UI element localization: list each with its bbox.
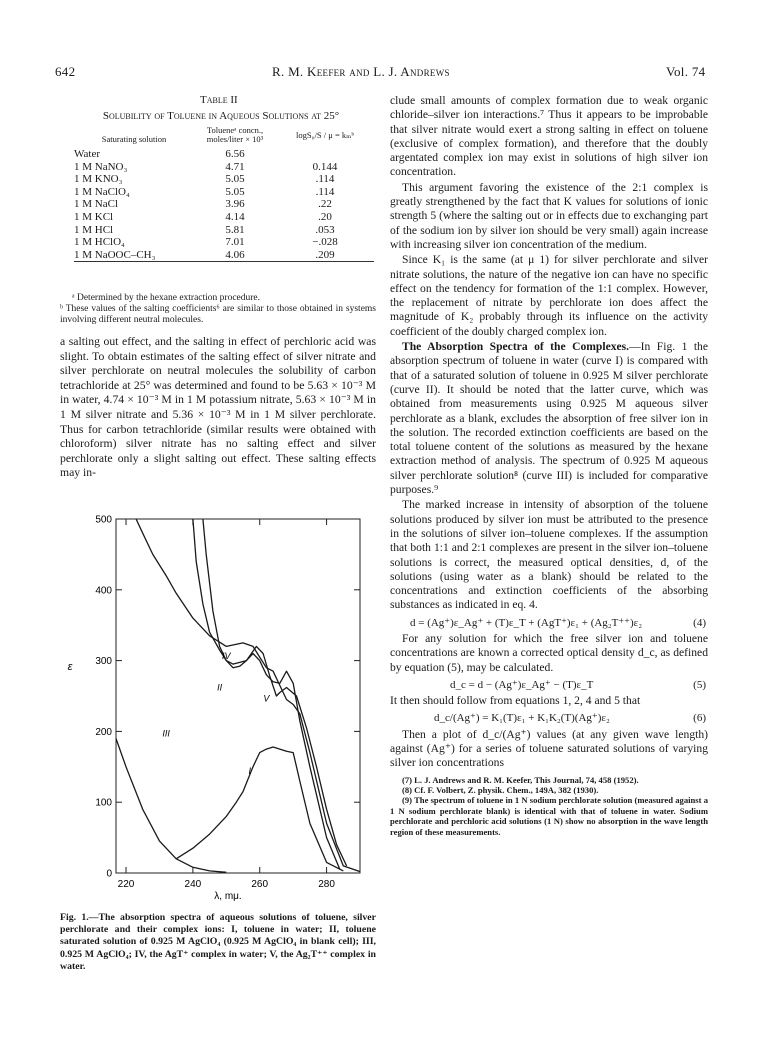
series-line-v [136,519,360,872]
table-row [74,236,374,249]
table-cell: 1 M NaClO₄ [74,185,130,198]
figure-chart [60,500,380,905]
table-cell: 1 M NaCl [74,198,118,211]
equation-5 [390,676,708,694]
y-tick-label: 400 [95,585,112,597]
table-cell: 4.14 [225,210,245,223]
table-cell: Water [74,148,100,160]
table-row [74,161,374,174]
table-cell: −.028 [312,236,338,249]
page-number: 642 [55,64,76,79]
table-title: Solubility of Toluene in Aqueous Solutions at 25° [102,110,340,122]
equation-6 [390,709,708,727]
y-tick-label: 500 [95,514,112,526]
reference-item: (8) Cf. F. Volbert, Z. physik. Chem., 149A, 382 (1930). [402,785,599,796]
curve-label: V [263,693,270,704]
equation-body: d = (Ag⁺)ε_Ag⁺ + (T)ε_T + (AgT⁺)ε₁ + (Ag₂T⁺⁺)ε₂ [410,616,643,629]
table-cell: 1 M NaOOC–CH₃ [74,248,156,261]
table-cell: 1 M NaNO₃ [74,160,128,173]
figure-caption: Fig. 1.—The absorption spectra of aqueous solutions of toluene, silver perchlorate and their complex ions: I, toluene in water; II, toluene saturated solution of 0.925 M AgClO₄ (0.925 M AgClO₄ in blank cell); III, 0.925 M AgClO₄; IV, the AgT⁺ complex in water; V, the Ag₂T⁺⁺ complex in water. [60,912,376,972]
table-cell [276,148,374,161]
body-paragraph [390,340,708,497]
equation-4 [390,614,708,632]
table-cell: 4.06 [225,248,245,261]
table-cell: .114 [315,185,335,198]
table-row [74,173,374,186]
table-row [74,249,374,262]
reference-item: (9) The spectrum of toluene in 1 N sodium perchlorate solution (measured against a 1 N sodium perchlorate blank) is identical with that of toluene in water. Sodium perchlorate and perchloric acid solutions (1 N) show no absorption in the wave length region of these measurements. [390,795,708,837]
curve-label: I [248,765,251,776]
table-body [74,126,374,262]
section-text: —In Fig. 1 the absorption spectrum of toluene in water (curve I) is compared with that of a saturated solution of toluene in 0.925 M silver perchlorate (curve II). It should be noted that the latter curve, which was obtained from measurements using 0.925 M aqueous silver perchlorate as a blank, excludes the absorption of free silver ion in the solution. The recorded extinction coefficients are based on the total toluene content of the solutions as measured by the hexane extraction method of analysis. The spectrum of 0.925 M aqueous silver perchlorate solution⁸ (curve III) is included for comparative purposes.⁹ [390,340,708,497]
body-paragraph: Since K₁ is the same (at μ 1) for silver perchlorate and silver nitrate solutions, the nature of the negative ion can have no specific effect on the tendency for formation of the 1:1 complex. However, the replacement of nitrate by perchlorate ion does affect the magnitude of K₂ probably through its influence on the activity coefficient of the doubly charged complex ion. [390,253,708,338]
references [390,775,708,837]
table-cell: 1 M HClO₄ [74,236,125,249]
reference-item: (7) L. J. Andrews and R. M. Keefer, This Journal, 74, 458 (1952). [402,774,639,785]
equation-number: (5) [693,678,706,691]
table-cell: 1 M HCl [74,223,114,236]
x-tick-label: 240 [184,879,202,890]
chart-axes [95,515,360,891]
table-cell: 1 M KNO₃ [74,173,123,186]
table-label: Table II [200,94,238,106]
body-paragraph: This argument favoring the existence of the 2:1 complex is greatly strengthened by the fact that K values for solutions of ionic strength 5 (where the salting out or in effects due to exchanging part of the sodium ion by silver ion should be very small) again increase with increasing silver ion concentration of the medium. [390,180,708,251]
x-tick-label: 220 [117,879,135,890]
series-line-ii [193,519,347,866]
table-cell: 4.71 [225,160,245,173]
series-line-iii [116,739,226,873]
table-cell: .053 [315,223,335,236]
y-tick-label: 0 [106,868,112,880]
table-cell: 6.56 [225,148,245,160]
curve-label: IV [222,651,231,662]
body-paragraph: It then should follow from equations 1, 2, 4 and 5 that [390,694,641,708]
footnote-b: ᵇ These values of the salting coefficients⁶ are similar to those obtained in systems involving different neutral molecules. [60,304,376,325]
body-paragraph: For any solution for which the free silver ion and toluene concentrations are known a corrected optical density d_c, as defined by equation (5), may be calculated. [390,631,708,674]
left-paragraph [60,335,376,482]
y-tick-label: 200 [95,726,112,738]
equation-number: (4) [693,616,706,629]
y-tick-label: 100 [95,797,112,809]
body-paragraph: The marked increase in intensity of absorption of the toluene solutions produced by silver ion must be attributed to the presence in the solutions of silver ion–toluene complexes. If the assumption that both 1:1 and 2:1 complexes are present in the silver ion–toluene solutions is correct, the measured optical densities, d, of the solutions (using water as a blank) should be related to the concentrations and extinction coefficients of the absorbing substances as indicated in eq. 4. [390,498,708,612]
table-cell: .20 [318,210,332,223]
table-header-row [74,126,374,144]
section-heading: The Absorption Spectra of the Complexes. [402,340,630,354]
curve-label: III [162,728,170,739]
equation-number: (6) [693,712,706,725]
y-tick-label: 300 [95,656,112,668]
chart-curves [116,519,360,872]
footnote-a: ᵃ Determined by the hexane extraction procedure. [72,293,261,303]
table-row [74,224,374,237]
solubility-table [74,126,374,262]
table-row [74,211,374,224]
series-line-i [176,747,343,871]
body-paragraph: clude small amounts of complex formation due to weak organic chloride–silver ion interactions.⁷ Thus it appears to be improbable that silver nitrate would exert a strong salting in effect on toluene (exclusive of complex formation), and therefore that the doubly argentated complex ion may exist in solutions of high silver ion concentration. [390,94,708,179]
table-cell: .209 [315,248,335,261]
series-line-iv [203,519,340,870]
body-paragraph: Then a plot of d_c/(Ag⁺) values (at any given wave length) against (Ag⁺) for a series of toluene saturated solutions of varying silver ion concentrations [390,727,708,770]
table-cell: 0.144 [312,160,338,173]
table-row [74,186,374,199]
curve-label: II [217,682,223,693]
table-col-header: Saturating solution [101,134,167,144]
table-cell: .114 [315,173,335,186]
y-axis-label: ε [67,661,73,673]
equation-body: d_c = d − (Ag⁺)ε_Ag⁺ − (T)ε_T [450,678,594,691]
body-paragraph: a salting out effect, and the salting in effect of perchloric acid was slight. To obtain estimates of the salting effect of silver nitrate and silver perchlorate on neutral molecules the solubility of carbon tetrachloride at 25° was determined and found to be 5.63 × 10⁻³ M in water, 4.74 × 10⁻³ M in 1 M potassium nitrate, 5.63 × 10⁻³ M in 1 M silver nitrate and 5.36 × 10⁻³ M in 1 M silver perchlorate. Thus for carbon tetrachloride (similar results were obtained with chloroform) silver nitrate has no salting effect and silver perchlorate only a slight salting out effect. These salting effects may in- [60,335,376,480]
chart-curve-labels [162,651,270,776]
table-col-header: logS₀/S / μ = kₘᵇ [296,129,354,140]
right-column [390,94,708,837]
table-col-header: Tolueneᵃ concn., moles/liter × 10³ [206,125,264,144]
table-cell: 7.01 [225,236,245,249]
plot-frame [116,519,360,873]
x-tick-label: 260 [251,879,269,890]
table-cell: .22 [318,198,332,211]
volume-label: Vol. 74 [666,64,706,79]
table-cell: 5.05 [225,185,245,198]
table-cell: 5.05 [225,173,245,186]
table-row [74,198,374,211]
running-title: R. M. Keefer and L. J. Andrews [272,64,450,79]
table-row [74,148,374,161]
x-tick-label: 280 [318,879,335,890]
table-cell: 1 M KCl [74,210,114,223]
table-cell: 5.81 [225,223,245,236]
x-axis-label: λ, mμ. [214,891,242,902]
equation-body: d_c/(Ag⁺) = K₁(T)ε₁ + K₁K₂(T)(Ag⁺)ε₂ [434,712,610,725]
table-footnotes [60,293,376,326]
table-cell: 3.96 [225,198,245,211]
